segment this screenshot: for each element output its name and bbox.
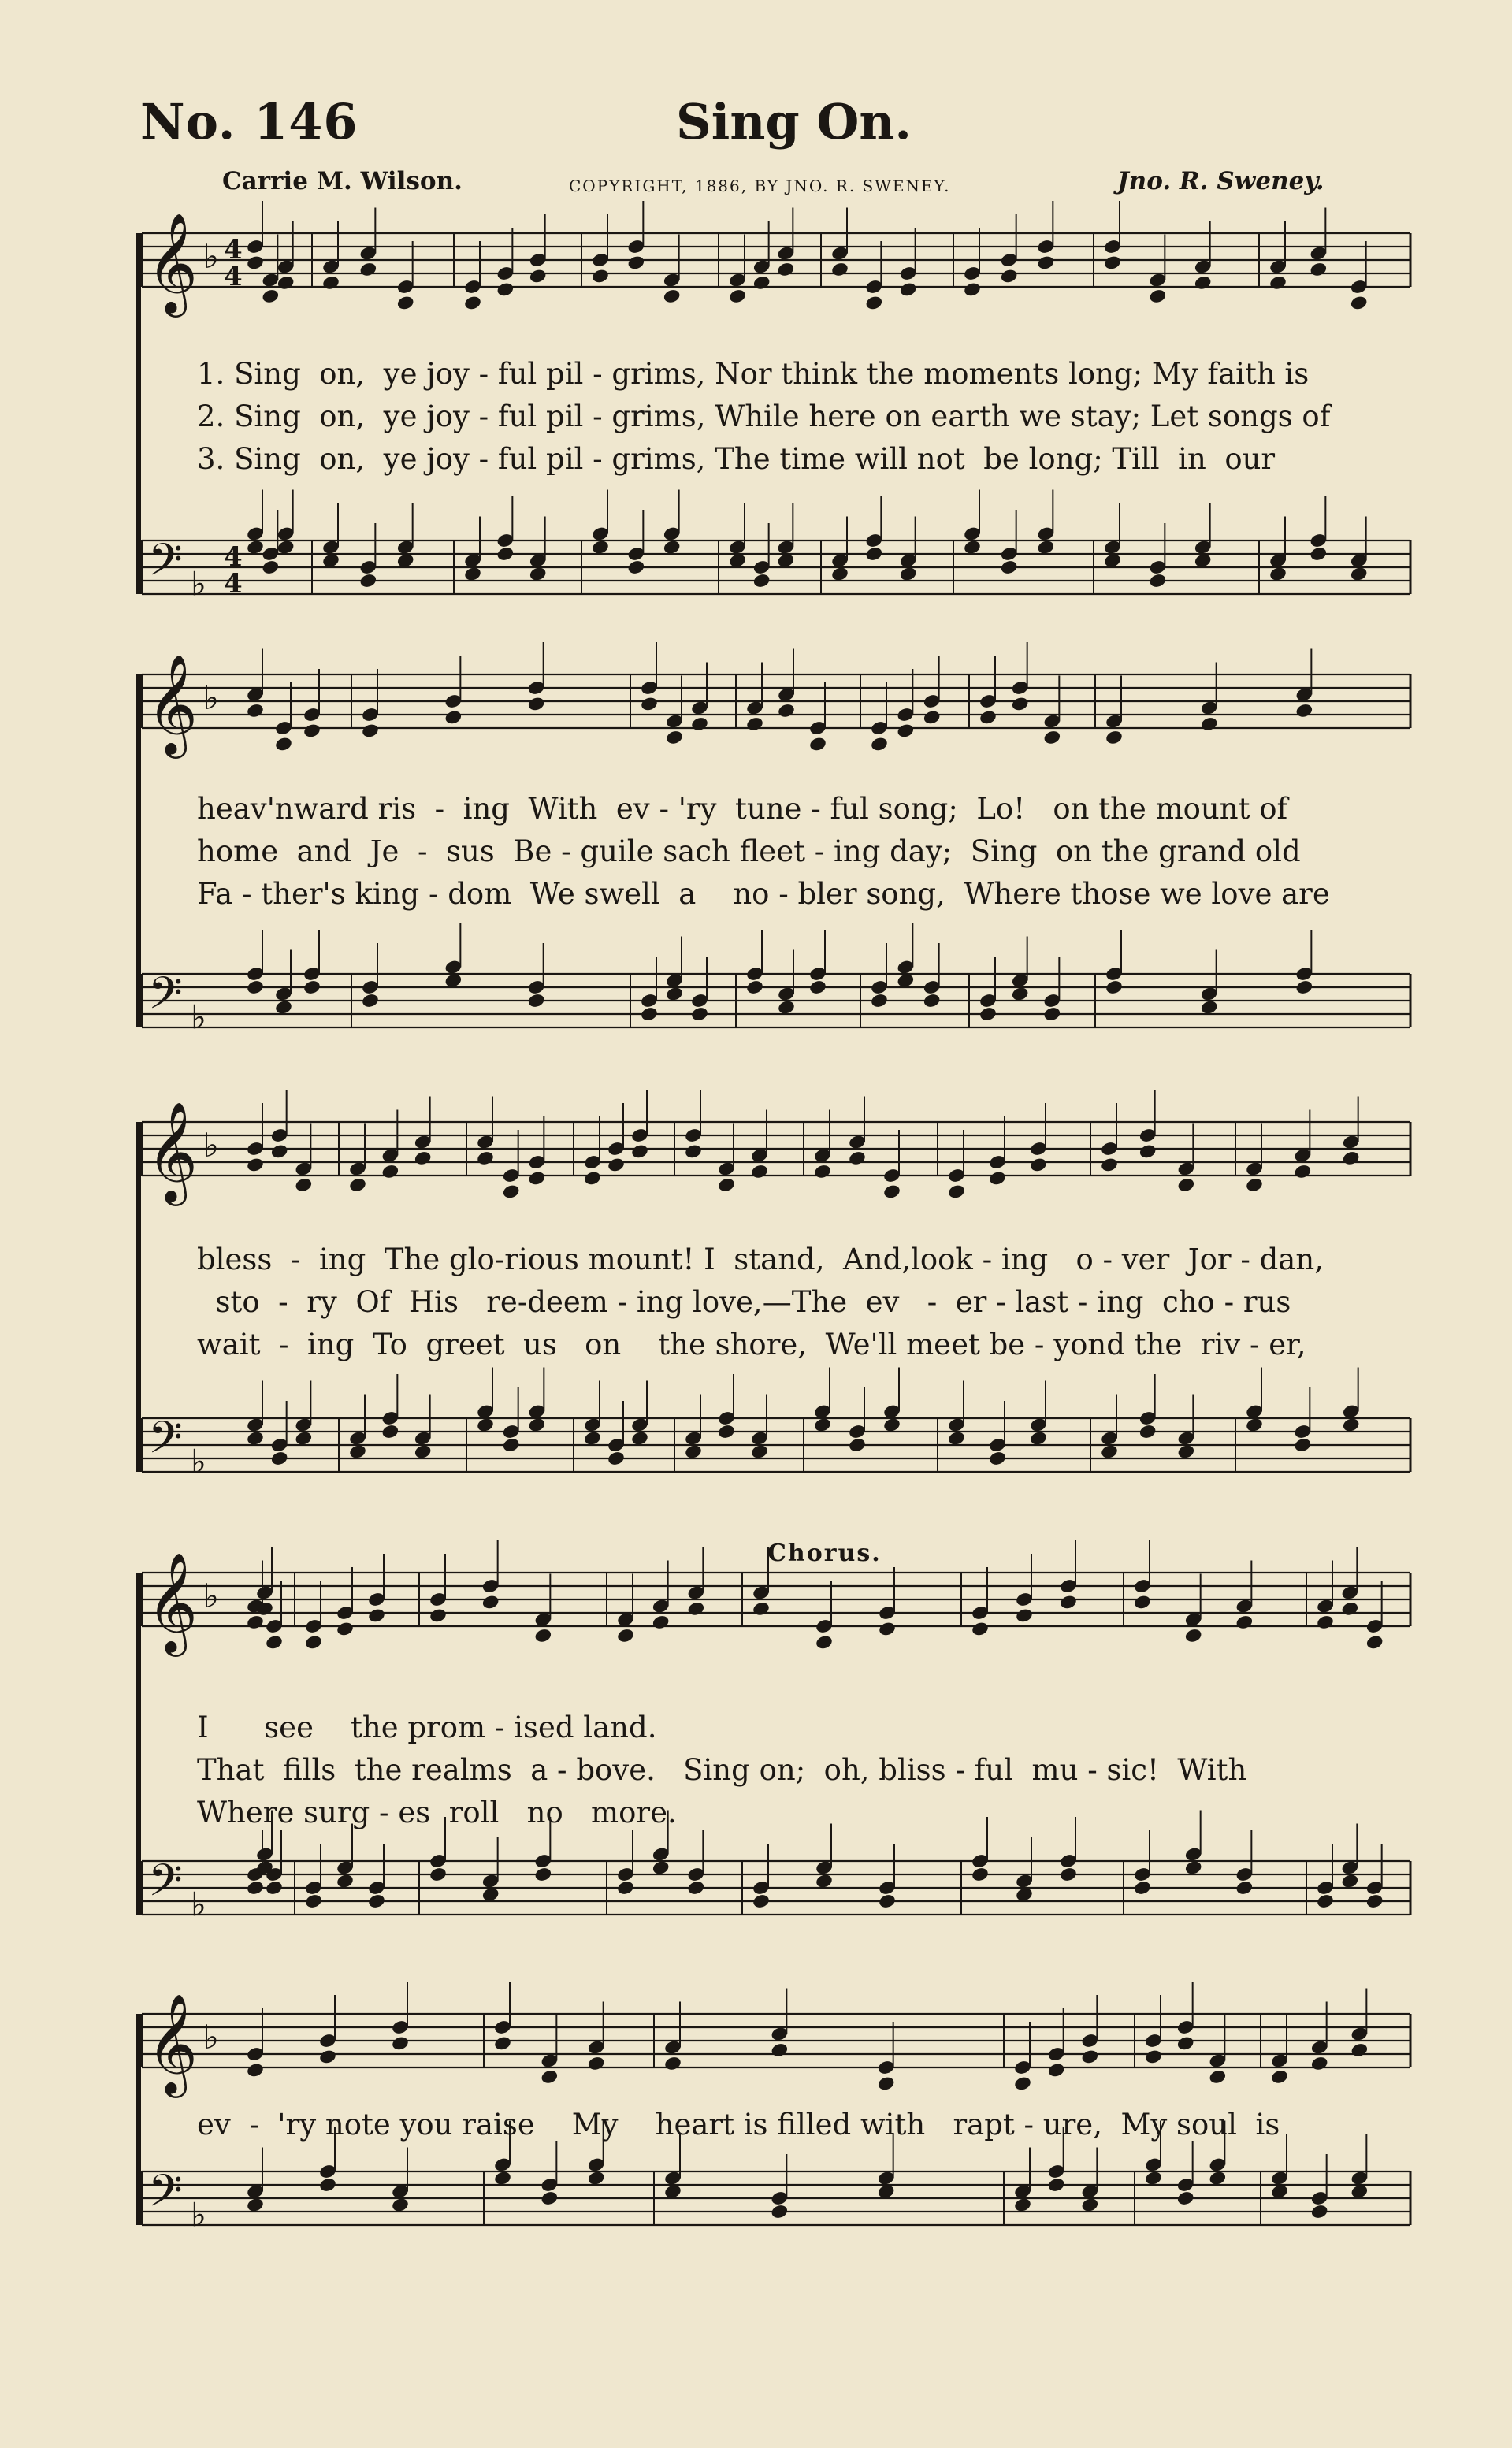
note-head [1042, 729, 1061, 745]
note-head [591, 268, 610, 284]
note-head [1316, 1614, 1335, 1630]
note-head [246, 2197, 265, 2213]
note-head [261, 559, 280, 576]
note-head [246, 1430, 265, 1447]
note-head [1295, 979, 1313, 996]
note-head [321, 274, 340, 291]
note-head [815, 1634, 834, 1651]
note-head [1100, 1443, 1119, 1460]
note-head [1309, 546, 1328, 563]
note-head [381, 1163, 399, 1179]
note-head [294, 1176, 313, 1193]
note-head [529, 566, 548, 582]
note-head [265, 1880, 284, 1896]
note-head [1042, 1006, 1061, 1023]
note-head [652, 1859, 671, 1876]
note-head [665, 729, 684, 745]
note-head [1270, 2183, 1289, 2200]
note-head [808, 979, 827, 996]
flat-icon: ♭ [203, 1577, 219, 1616]
flat-icon: ♭ [203, 237, 219, 277]
note-head [607, 1451, 626, 1467]
note-head [877, 2183, 896, 2200]
note-head [270, 1143, 289, 1160]
note-head [1293, 1437, 1312, 1454]
note-head [776, 552, 795, 569]
flat-icon: ♭ [191, 1885, 206, 1924]
note-head [348, 1176, 367, 1193]
note-head [750, 1443, 769, 1460]
note-head [630, 1143, 649, 1160]
note-head [303, 979, 321, 996]
note-head [1208, 2068, 1227, 2085]
note-head [1340, 1873, 1359, 1889]
note-head [1342, 1417, 1361, 1433]
treble-clef-icon: 𝄞 [147, 1100, 199, 1202]
note-head [502, 1437, 521, 1454]
lyric-line-s1-v3: 3. Sing on, ye joy - ful pil - grims, The time will not be long; Till in our [197, 442, 1276, 476]
note-head [533, 1867, 552, 1883]
note-head [1015, 1886, 1034, 1903]
note-head [988, 1451, 1007, 1467]
note-head [864, 546, 883, 563]
note-head [304, 1634, 323, 1651]
note-head [988, 1170, 1007, 1187]
flat-icon: ♭ [203, 1126, 219, 1165]
lyric-line-s3-v3: wait - ing To greet us on the shore, We'll meet be - yond the riv - er, [197, 1328, 1306, 1361]
note-head [717, 1176, 736, 1193]
note-head [690, 715, 709, 732]
note-head [1015, 1607, 1034, 1624]
note-head [1350, 2183, 1369, 2200]
note-head [274, 999, 293, 1016]
treble-clef-icon: 𝄞 [147, 652, 199, 754]
flat-icon: ♭ [191, 997, 206, 1037]
note-head [1144, 2049, 1163, 2065]
note-head [1144, 2170, 1163, 2186]
note-head [923, 993, 942, 1009]
note-head [304, 1893, 323, 1910]
note-head [321, 552, 340, 569]
flat-icon: ♭ [191, 564, 206, 604]
note-head [1350, 2041, 1369, 2058]
note-head [1047, 2062, 1066, 2078]
lyric-line-s5-v1: ev - 'ry note you raise My heart is filled with rapt - ure, My soul is [197, 2108, 1280, 2142]
lyric-line-s1-v1: 1. Sing on, ye joy - ful pil - grims, Nor think the moments long; My faith is [197, 357, 1310, 391]
note-head [1245, 1176, 1264, 1193]
note-head [1365, 1634, 1384, 1651]
note-head [752, 1893, 771, 1910]
note-head [1059, 1594, 1078, 1610]
note-head [923, 709, 942, 726]
note-head [1100, 1157, 1119, 1173]
note-head [882, 1183, 901, 1200]
note-head [1184, 1627, 1203, 1644]
note-head [813, 1163, 832, 1179]
note-head [1269, 566, 1287, 582]
note-head [947, 1430, 966, 1447]
note-head [690, 1006, 709, 1023]
bass-clef-icon: 𝄢 [148, 968, 183, 1031]
note-head [358, 261, 377, 277]
note-head [947, 1183, 966, 1200]
note-head [318, 2049, 337, 2065]
note-head [277, 539, 295, 555]
note-head [476, 1417, 495, 1433]
note-head [815, 1873, 834, 1889]
note-head [367, 1607, 386, 1624]
note-head [277, 274, 295, 291]
note-head [770, 2204, 789, 2220]
note-head [979, 1006, 997, 1023]
time-signature-bottom: 4 [224, 568, 243, 600]
note-head [1047, 2177, 1066, 2194]
flat-icon: ♭ [191, 1442, 206, 1481]
time-signature-bottom: 4 [224, 261, 243, 292]
note-head [587, 2170, 606, 2186]
note-head [770, 2041, 789, 2058]
note-head [899, 281, 918, 298]
note-head [1340, 1600, 1359, 1617]
note-head [1036, 539, 1055, 555]
note-head [684, 1143, 703, 1160]
note-head [896, 972, 915, 989]
note-head [1133, 1880, 1152, 1896]
lyric-line-s2-v1: heav'nward ris - ing With ev - 'ry tune - ful song; Lo! on the mount of [197, 792, 1288, 826]
note-head [361, 723, 380, 739]
flat-icon: ♭ [203, 2018, 219, 2057]
note-head [476, 1150, 495, 1166]
note-head [1295, 702, 1313, 719]
note-head [745, 715, 764, 732]
note-head [1245, 1417, 1264, 1433]
note-head [663, 2183, 682, 2200]
note-head [1194, 552, 1213, 569]
note-head [493, 2035, 512, 2052]
note-head [261, 288, 280, 304]
note-head [1365, 1893, 1384, 1910]
note-head [626, 559, 645, 576]
bass-clef-icon: 𝄢 [148, 2165, 183, 2228]
note-head [1148, 573, 1167, 589]
note-head [336, 1621, 355, 1637]
note-head [1310, 2204, 1329, 2220]
note-head [750, 1163, 769, 1179]
note-head [361, 993, 380, 1009]
lyric-line-s4-v1: I see the prom - ised land. [197, 1711, 657, 1744]
note-head [381, 1424, 399, 1440]
note-head [1133, 1594, 1152, 1610]
note-head [318, 2177, 337, 2194]
note-head [274, 736, 293, 752]
note-head [752, 1600, 771, 1617]
note-head [540, 2068, 559, 2085]
note-head [414, 1150, 433, 1166]
bass-clef-icon: 𝄢 [148, 1855, 183, 1918]
note-head [414, 1443, 433, 1460]
note-head [246, 2062, 265, 2078]
note-head [652, 1614, 671, 1630]
note-head [303, 723, 321, 739]
note-head [616, 1880, 635, 1896]
note-head [877, 2075, 896, 2092]
note-head [591, 539, 610, 555]
note-head [246, 254, 265, 271]
note-head [752, 573, 771, 589]
note-head [336, 1873, 355, 1889]
note-head [882, 1417, 901, 1433]
note-head [527, 696, 546, 712]
note-head [899, 566, 918, 582]
note-head [1103, 254, 1122, 271]
note-head [607, 1157, 626, 1173]
note-head [1350, 566, 1369, 582]
note-head [429, 1607, 448, 1624]
note-head [1293, 1163, 1312, 1179]
note-head [1013, 2197, 1032, 2213]
note-head [777, 702, 796, 719]
note-head [270, 1451, 289, 1467]
note-head [1059, 1867, 1078, 1883]
note-head [294, 1430, 313, 1447]
note-head [246, 702, 265, 719]
note-head [246, 1614, 265, 1630]
note-head [663, 539, 682, 555]
note-head [663, 2055, 682, 2071]
treble-clef-icon: 𝄞 [147, 1992, 199, 2093]
note-head [1029, 1157, 1048, 1173]
note-head [728, 552, 747, 569]
note-head [496, 281, 515, 298]
hymn-number: No. 146 [140, 93, 358, 150]
note-head [527, 993, 546, 1009]
lyric-line-s2-v3: Fa - ther's king - dom We swell a no - bler song, Where those we love are [197, 877, 1330, 911]
note-head [1184, 1859, 1203, 1876]
note-head [686, 1880, 705, 1896]
note-head [396, 295, 415, 311]
note-head [616, 1627, 635, 1644]
note-head [684, 1443, 703, 1460]
note-head [864, 295, 883, 311]
note-head [808, 736, 827, 752]
note-head [830, 566, 849, 582]
chorus-label: Chorus. [767, 1540, 882, 1567]
note-head [1148, 288, 1167, 304]
note-head [1080, 2049, 1099, 2065]
note-head [463, 295, 482, 311]
note-head [752, 274, 771, 291]
note-head [540, 2190, 559, 2207]
note-head [391, 2035, 410, 2052]
note-head [870, 993, 889, 1009]
note-head [630, 1430, 649, 1447]
note-head [745, 979, 764, 996]
flat-icon: ♭ [203, 678, 219, 718]
note-head [583, 1170, 602, 1187]
note-head [640, 1006, 659, 1023]
note-head [493, 2170, 512, 2186]
lyricist-credit: Carrie M. Wilson. [222, 167, 463, 195]
note-head [686, 1600, 705, 1617]
bass-clef-icon: 𝄢 [148, 1412, 183, 1475]
note-head [813, 1417, 832, 1433]
note-head [1310, 2055, 1329, 2071]
note-head [246, 539, 265, 555]
note-head [1235, 1880, 1254, 1896]
note-head [496, 546, 515, 563]
note-head [963, 539, 982, 555]
note-head [896, 723, 915, 739]
lyric-line-s3-v2: sto - ry Of His re-deem - ing love,—The ev - er - last - ing cho - rus [197, 1285, 1291, 1319]
lyric-line-s4-v3: Where surg - es roll no more. [197, 1796, 677, 1829]
note-head [1176, 1443, 1195, 1460]
note-head [870, 736, 889, 752]
note-head [444, 709, 463, 726]
note-head [1036, 254, 1055, 271]
note-head [396, 552, 415, 569]
note-head [348, 1443, 367, 1460]
note-head [878, 1893, 897, 1910]
note-head [481, 1594, 500, 1610]
lyric-line-s3-v1: bless - ing The glo-rious mount! I stand, And,look - ing o - ver Jor - dan, [197, 1243, 1324, 1276]
treble-clef-icon: 𝄞 [147, 211, 199, 313]
note-head [1080, 2197, 1099, 2213]
lyric-line-s1-v2: 2. Sing on, ye joy - ful pil - grims, While here on earth we stay; Let songs of [197, 399, 1331, 433]
note-head [1139, 1424, 1157, 1440]
note-head [429, 1867, 448, 1883]
note-head [1105, 979, 1124, 996]
note-head [529, 268, 548, 284]
note-head [1000, 268, 1019, 284]
note-head [463, 566, 482, 582]
note-head [1011, 696, 1030, 712]
note-head [1011, 986, 1030, 1002]
note-head [444, 972, 463, 989]
note-head [848, 1437, 867, 1454]
note-head [265, 1634, 284, 1651]
note-head [665, 986, 684, 1002]
lyric-line-s2-v2: home and Je - sus Be - guile sach fleet - ing day; Sing on the grand old [197, 834, 1301, 868]
note-head [1029, 1430, 1048, 1447]
flat-icon: ♭ [191, 2195, 206, 2234]
note-head [367, 1893, 386, 1910]
time-signature-top: 4 [224, 234, 243, 266]
note-head [1342, 1150, 1361, 1166]
note-head [626, 254, 645, 271]
note-head [502, 1183, 521, 1200]
note-head [1105, 729, 1124, 745]
note-head [1139, 1143, 1157, 1160]
note-head [728, 288, 747, 304]
note-head [1103, 552, 1122, 569]
note-head [848, 1150, 867, 1166]
note-head [1013, 2075, 1032, 2092]
treble-clef-icon: 𝄞 [147, 1551, 199, 1652]
note-head [963, 281, 982, 298]
note-head [527, 1417, 546, 1433]
note-head [663, 288, 682, 304]
note-head [1194, 274, 1213, 291]
note-head [1208, 2170, 1227, 2186]
note-head [1200, 715, 1219, 732]
note-head [878, 1621, 897, 1637]
note-head [391, 2197, 410, 2213]
note-head [481, 1886, 500, 1903]
note-head [583, 1430, 602, 1447]
note-head [246, 1157, 265, 1173]
note-head [358, 573, 377, 589]
note-head [776, 261, 795, 277]
note-head [246, 1880, 265, 1896]
hymn-title: Sing On. [676, 93, 912, 150]
note-head [640, 696, 659, 712]
note-head [1176, 1176, 1195, 1193]
time-signature-top: 4 [224, 541, 243, 573]
copyright-notice: COPYRIGHT, 1886, BY JNO. R. SWENEY. [569, 176, 951, 195]
note-head [533, 1627, 552, 1644]
note-head [830, 261, 849, 277]
note-head [979, 709, 997, 726]
note-head [1350, 295, 1369, 311]
note-head [1176, 2190, 1195, 2207]
note-head [1235, 1614, 1254, 1630]
note-head [1176, 2035, 1195, 2052]
note-head [527, 1170, 546, 1187]
note-head [777, 999, 796, 1016]
note-head [1270, 2068, 1289, 2085]
composer-credit: Jno. R. Sweney. [1117, 167, 1324, 195]
lyric-line-s4-v2: That fills the realms a - bove. Sing on; oh, bliss - ful mu - sic! With [197, 1753, 1247, 1787]
note-head [1309, 261, 1328, 277]
note-head [1000, 559, 1019, 576]
note-head [717, 1424, 736, 1440]
note-head [1200, 999, 1219, 1016]
note-head [246, 979, 265, 996]
note-head [1269, 274, 1287, 291]
note-head [971, 1621, 990, 1637]
note-head [971, 1867, 990, 1883]
note-head [1316, 1893, 1335, 1910]
note-head [587, 2055, 606, 2071]
bass-clef-icon: 𝄢 [148, 534, 183, 597]
